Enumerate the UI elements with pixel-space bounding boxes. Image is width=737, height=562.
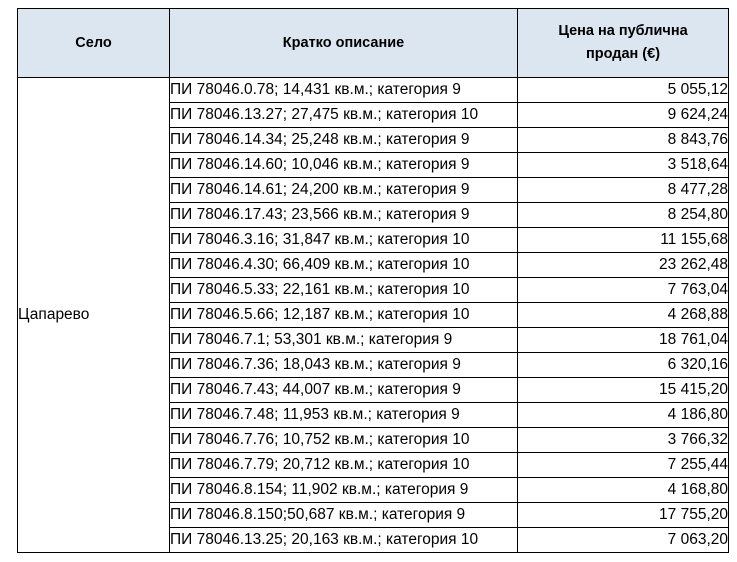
- price-cell: 15 415,20: [518, 378, 729, 403]
- description-cell: ПИ 78046.14.61; 24,200 кв.м.; категория 9: [170, 178, 518, 203]
- description-cell: ПИ 78046.13.25; 20,163 кв.м.; категория 10: [170, 528, 518, 553]
- price-cell: 4 168,80: [518, 478, 729, 503]
- description-cell: ПИ 78046.8.150;50,687 кв.м.; категория 9: [170, 503, 518, 528]
- description-cell: ПИ 78046.0.78; 14,431 кв.м.; категория 9: [170, 78, 518, 103]
- price-cell: 6 320,16: [518, 353, 729, 378]
- price-cell: 4 186,80: [518, 403, 729, 428]
- description-cell: ПИ 78046.7.76; 10,752 кв.м.; категория 10: [170, 428, 518, 453]
- price-cell: 8 843,76: [518, 128, 729, 153]
- land-price-table: [17, 8, 729, 553]
- table-body: [18, 78, 729, 553]
- description-cell: ПИ 78046.7.79; 20,712 кв.м.; категория 10: [170, 453, 518, 478]
- description-cell: ПИ 78046.14.34; 25,248 кв.м.; категория 9: [170, 128, 518, 153]
- price-cell: 23 262,48: [518, 253, 729, 278]
- description-cell: ПИ 78046.14.60; 10,046 кв.м.; категория 9: [170, 153, 518, 178]
- price-cell: 4 268,88: [518, 303, 729, 328]
- table-row: [18, 78, 729, 103]
- header-price: Цена на публична продан (€): [518, 9, 729, 78]
- description-cell: ПИ 78046.8.154; 11,902 кв.м.; категория 9: [170, 478, 518, 503]
- description-cell: ПИ 78046.7.36; 18,043 кв.м.; категория 9: [170, 353, 518, 378]
- price-cell: 5 055,12: [518, 78, 729, 103]
- price-cell: 11 155,68: [518, 228, 729, 253]
- price-cell: 7 763,04: [518, 278, 729, 303]
- header-description: Кратко описание: [170, 9, 518, 78]
- table-header: [18, 9, 729, 78]
- price-cell: 17 755,20: [518, 503, 729, 528]
- village-cell: Цапарево: [18, 78, 170, 553]
- description-cell: ПИ 78046.17.43; 23,566 кв.м.; категория 9: [170, 203, 518, 228]
- price-cell: 9 624,24: [518, 103, 729, 128]
- description-cell: ПИ 78046.5.66; 12,187 кв.м.; категория 10: [170, 303, 518, 328]
- price-cell: 3 518,64: [518, 153, 729, 178]
- description-cell: ПИ 78046.7.1; 53,301 кв.м.; категория 9: [170, 328, 518, 353]
- description-cell: ПИ 78046.4.30; 66,409 кв.м.; категория 10: [170, 253, 518, 278]
- price-cell: 7 063,20: [518, 528, 729, 553]
- description-cell: ПИ 78046.5.33; 22,161 кв.м.; категория 10: [170, 278, 518, 303]
- description-cell: ПИ 78046.7.48; 11,953 кв.м.; категория 9: [170, 403, 518, 428]
- price-cell: 3 766,32: [518, 428, 729, 453]
- description-cell: ПИ 78046.3.16; 31,847 кв.м.; категория 10: [170, 228, 518, 253]
- price-cell: 8 254,80: [518, 203, 729, 228]
- header-row: [18, 9, 729, 78]
- price-cell: 8 477,28: [518, 178, 729, 203]
- description-cell: ПИ 78046.7.43; 44,007 кв.м.; категория 9: [170, 378, 518, 403]
- price-cell: 7 255,44: [518, 453, 729, 478]
- description-cell: ПИ 78046.13.27; 27,475 кв.м.; категория 10: [170, 103, 518, 128]
- header-village: Село: [18, 9, 170, 78]
- price-cell: 18 761,04: [518, 328, 729, 353]
